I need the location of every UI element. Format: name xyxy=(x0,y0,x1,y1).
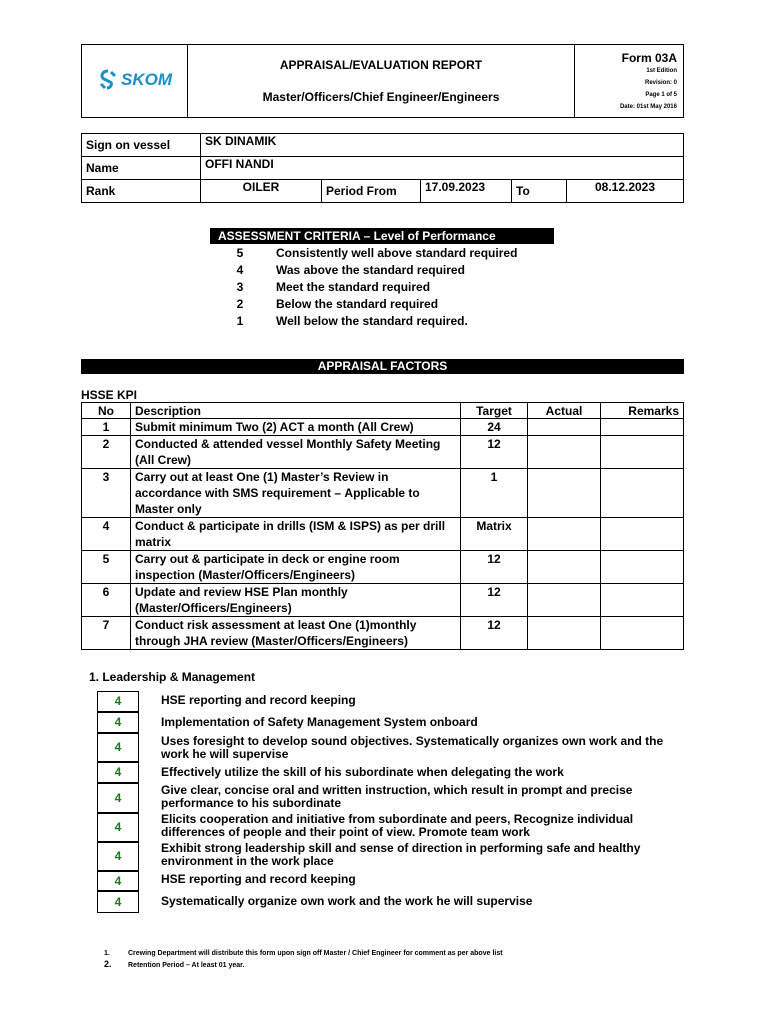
rank-label: Rank xyxy=(82,180,201,203)
kpi-target: 24 xyxy=(461,419,528,436)
kpi-remarks[interactable] xyxy=(601,469,684,518)
edition: 1st Edition xyxy=(646,68,677,74)
kpi-desc xyxy=(131,469,461,518)
score-box[interactable]: 4 xyxy=(97,813,139,842)
footnote xyxy=(104,959,503,971)
kpi-remarks[interactable] xyxy=(601,551,684,584)
table-row xyxy=(82,436,684,469)
kpi-target: 12 xyxy=(461,584,528,617)
table-row xyxy=(82,518,684,551)
kpi-no: 4 xyxy=(82,518,131,551)
kpi-actual[interactable] xyxy=(528,518,601,551)
kpi-no: 1 xyxy=(82,419,131,436)
leadership-item: Elicits cooperation and initiative from subordinate and peers, Recognize individual differences of people and their point of view. Promote team work xyxy=(161,812,634,839)
kpi-desc-strong: Applicable to Master only xyxy=(135,486,420,516)
report-subtitle: Master/Officers/Chief Engineer/Engineers xyxy=(262,90,500,104)
leadership-item: Exhibit strong leadership skill and sense of direction in performing safe and healthy environment in the work place xyxy=(161,841,641,868)
footnote-text: Retention Period – At least 01 year. xyxy=(128,962,245,969)
kpi-target: 12 xyxy=(461,551,528,584)
col-actual: Actual xyxy=(528,403,601,419)
form-cell xyxy=(575,45,684,118)
kpi-desc: Conduct & participate in drills (ISM & ISPS) as per drill matrix xyxy=(131,518,461,551)
table-row xyxy=(82,584,684,617)
table-row xyxy=(82,469,684,518)
kpi-target: Matrix xyxy=(461,518,528,551)
kpi-target: 1 xyxy=(461,469,528,518)
score-box[interactable]: 4 xyxy=(97,733,139,762)
kpi-desc: Conducted & attended vessel Monthly Safety Meeting (All Crew) xyxy=(131,436,461,469)
criteria-text: Was above the standard required xyxy=(276,263,465,277)
name-value: OFFI NANDI xyxy=(201,157,684,180)
footnotes xyxy=(104,948,503,971)
kpi-no: 3 xyxy=(82,469,131,518)
kpi-actual[interactable] xyxy=(528,436,601,469)
kpi-desc: Carry out & participate in deck or engine room inspection (Master/Officers/Engineers) xyxy=(131,551,461,584)
score-box[interactable]: 4 xyxy=(97,691,139,712)
period-to: 08.12.2023 xyxy=(567,180,684,203)
name-label: Name xyxy=(82,157,201,180)
table-row xyxy=(82,617,684,650)
vessel-info-table xyxy=(81,133,684,203)
kpi-remarks[interactable] xyxy=(601,617,684,650)
kpi-desc: Conduct risk assessment at least One (1)monthly through JHA review (Master/Officers/Engineers) xyxy=(131,617,461,650)
score-box[interactable]: 4 xyxy=(97,783,139,813)
col-description: Description xyxy=(131,403,461,419)
col-remarks: Remarks xyxy=(601,403,684,419)
kpi-remarks[interactable] xyxy=(601,518,684,551)
criteria-item xyxy=(230,263,590,280)
footnote-num: 2. xyxy=(104,959,112,969)
criteria-text: Meet the standard required xyxy=(276,280,431,294)
table-row xyxy=(82,419,684,436)
criteria-item xyxy=(230,297,590,314)
criteria-title: ASSESSMENT CRITERIA – Level of Performance xyxy=(210,228,554,244)
logo-text: SKOM xyxy=(121,69,172,89)
revision: Revision: 0 xyxy=(644,80,677,86)
form-date: Date: 01st May 2016 xyxy=(619,104,677,110)
kpi-no: 5 xyxy=(82,551,131,584)
period-from: 17.09.2023 xyxy=(421,180,512,203)
skom-logo-icon xyxy=(97,69,172,91)
score-box[interactable]: 4 xyxy=(97,762,139,783)
page-number: Page 1 of 5 xyxy=(645,92,677,98)
criteria-num: 1 xyxy=(236,314,244,328)
col-no: No xyxy=(82,403,131,419)
criteria-text: Consistently well above standard required xyxy=(276,246,518,260)
leadership-item: HSE reporting and record keeping xyxy=(161,693,356,707)
report-title: APPRAISAL/EVALUATION REPORT xyxy=(279,58,483,72)
kpi-header-row xyxy=(82,403,684,419)
criteria-num: 4 xyxy=(236,263,244,277)
criteria-list xyxy=(230,246,590,331)
kpi-desc-text: Carry out at least One (1) Master’s Review in accordance with SMS requirement – xyxy=(135,470,389,500)
score-box[interactable]: 4 xyxy=(97,871,139,891)
to-label: To xyxy=(512,180,567,203)
criteria-item xyxy=(230,280,590,297)
leadership-title: 1. Leadership & Management xyxy=(89,670,256,684)
period-label: Period From xyxy=(322,180,421,203)
kpi-desc: Update and review HSE Plan monthly (Master/Officers/Engineers) xyxy=(131,584,461,617)
criteria-item xyxy=(230,314,590,331)
leadership-item: Effectively utilize the skill of his subordinate when delegating the work xyxy=(161,765,564,779)
form-number: Form 03A xyxy=(621,51,677,65)
criteria-num: 2 xyxy=(236,297,244,311)
leadership-item: Systematically organize own work and the work he will supervise xyxy=(161,894,533,908)
title-cell xyxy=(188,45,575,118)
leadership-item: Uses foresight to develop sound objectives. Systematically organizes own work and the work he will supervise xyxy=(161,734,664,761)
table-row xyxy=(82,551,684,584)
criteria-num: 3 xyxy=(236,280,244,294)
appraisal-factors-title: APPRAISAL FACTORS xyxy=(81,359,684,374)
kpi-actual[interactable] xyxy=(528,419,601,436)
footnote xyxy=(104,948,503,959)
kpi-no: 2 xyxy=(82,436,131,469)
kpi-no: 7 xyxy=(82,617,131,650)
kpi-actual[interactable] xyxy=(528,584,601,617)
criteria-item xyxy=(230,246,590,263)
kpi-target: 12 xyxy=(461,617,528,650)
kpi-remarks[interactable] xyxy=(601,436,684,469)
footnote-text: Crewing Department will distribute this form upon sign off Master / Chief Engineer for comment as per above list xyxy=(128,950,503,957)
rank-value: OILER xyxy=(201,180,322,203)
kpi-no: 6 xyxy=(82,584,131,617)
col-target: Target xyxy=(461,403,528,419)
hsse-kpi-title: HSSE KPI xyxy=(81,388,138,402)
vessel-value: SK DINAMIK xyxy=(201,134,684,157)
kpi-actual[interactable] xyxy=(528,469,601,518)
criteria-text: Well below the standard required. xyxy=(276,314,468,328)
header-table xyxy=(81,44,684,118)
score-box[interactable]: 4 xyxy=(97,891,139,913)
criteria-text: Below the standard required xyxy=(276,297,439,311)
vessel-label: Sign on vessel xyxy=(82,134,201,157)
score-box[interactable]: 4 xyxy=(97,842,139,871)
leadership-item: Implementation of Safety Management System onboard xyxy=(161,715,478,729)
logo-cell xyxy=(82,45,188,118)
kpi-actual[interactable] xyxy=(528,617,601,650)
criteria-num: 5 xyxy=(236,246,244,260)
hsse-kpi-table xyxy=(81,402,684,650)
leadership-item: Give clear, concise oral and written instruction, which result in prompt and precise performance to his subordinate xyxy=(161,783,633,810)
kpi-desc: Submit minimum Two (2) ACT a month (All Crew) xyxy=(131,419,461,436)
kpi-target: 12 xyxy=(461,436,528,469)
kpi-remarks[interactable] xyxy=(601,584,684,617)
leadership-item: HSE reporting and record keeping xyxy=(161,872,356,886)
footnote-num: 1. xyxy=(104,950,110,957)
kpi-actual[interactable] xyxy=(528,551,601,584)
kpi-remarks[interactable] xyxy=(601,419,684,436)
score-box[interactable]: 4 xyxy=(97,712,139,733)
